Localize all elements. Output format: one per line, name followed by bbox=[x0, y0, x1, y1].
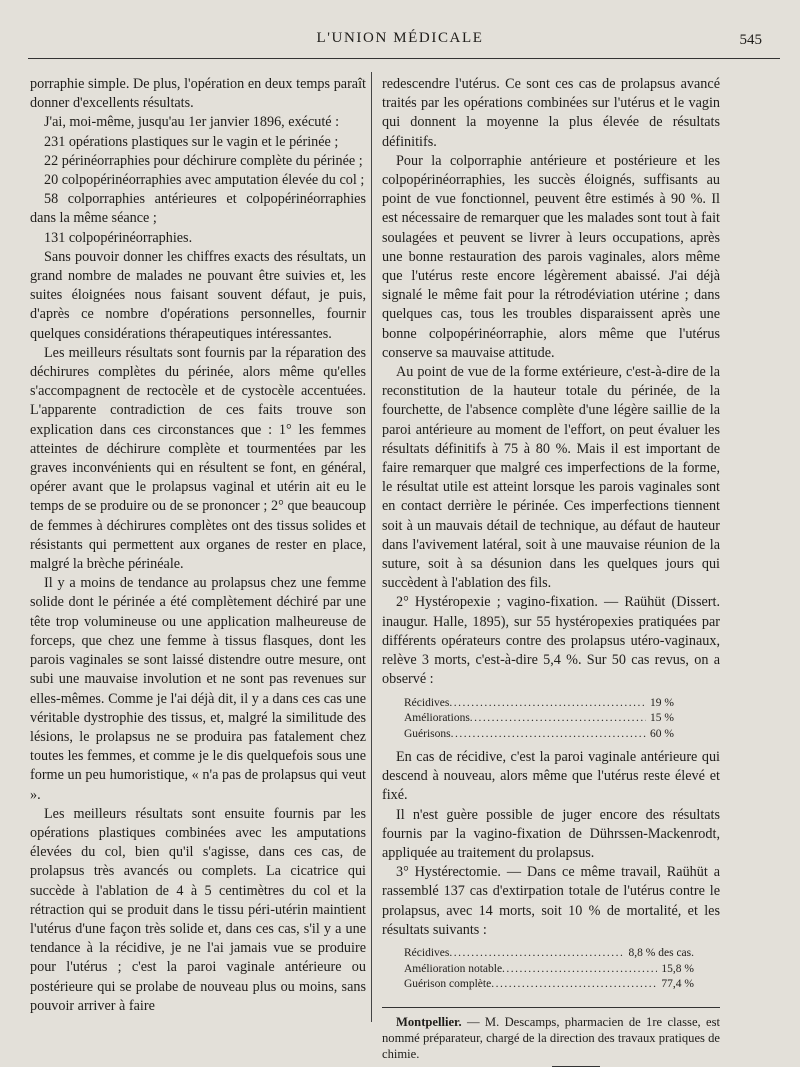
stat-label: Récidives bbox=[404, 947, 450, 960]
stat-value: 60 % bbox=[650, 727, 674, 740]
dot-leader bbox=[449, 946, 624, 962]
left-column-paragraph: 20 colpopérinéorraphies avec amputation élevée du col ; bbox=[44, 172, 365, 189]
stat-row bbox=[404, 962, 694, 978]
news-item bbox=[382, 1014, 720, 1062]
journal-title: L'UNION MÉDICALE bbox=[316, 30, 484, 46]
right-column-paragraph: redescendre l'utérus. Ce sont ces cas de prolapsus avancé traités par les opérations combinées sur l'utérus et le vagin qui donnent la moyenne la plus élevée de résultats définitifs. bbox=[382, 76, 720, 150]
stat-label: Guérisons bbox=[404, 727, 451, 740]
right-column bbox=[382, 75, 720, 1067]
stat-label: Améliorations bbox=[404, 712, 470, 724]
stat-label: Amélioration notable bbox=[404, 962, 503, 975]
right-column-paragraph: 2° Hystéropexie ; vagino-fixation. — Raühüt (Dissert. inaugur. Halle, 1895), sur 55 hystéropexies pratiquées par différents opérateurs contre des prolapsus utéro-vaginaux, relève 3 morts, c'est-à-dire 5,4 %. Sur 50 cas revus, on a observé : bbox=[382, 594, 720, 688]
left-column-paragraph: Il y a moins de tendance au prolapsus chez une femme solide dont le périnée a été complètement déchiré par une tête trop volumineuse ou une application malheureuse de forceps, que chez une femme à tissus flasques, dont les parois vaginales se sont laissé distendre outre mesure, ont subi une mauvaise involution et ne sont pas revenues sur elles-mêmes. Comme je l'ai déjà dit, il y a dans ces cas une véritable dystrophie des tissus, et, malgré la similitude des lésions, le prolapsus ne se produira pas fatalement chez toutes les femmes, et comme je le dis quelquefois sous une forme un peu humoristique, « n'a pas de prolapsus qui veut ». bbox=[30, 575, 366, 803]
news-place: Montpellier. bbox=[396, 1014, 462, 1029]
end-dash bbox=[552, 1066, 600, 1067]
stat-value: 15 % bbox=[650, 712, 674, 724]
left-column-paragraph: 58 colporraphies antérieures et colpopérinéorraphies dans la même séance ; bbox=[30, 191, 366, 227]
page-number: 545 bbox=[739, 32, 762, 48]
statistics-table-hysterectomie bbox=[404, 946, 694, 993]
stat-label: Récidives bbox=[404, 696, 450, 709]
dot-leader bbox=[491, 977, 657, 993]
stat-row bbox=[404, 727, 674, 743]
dot-leader bbox=[451, 727, 646, 743]
right-column-paragraph: 3° Hystérectomie. — Dans ce même travail, Raühüt a rassemblé 137 cas d'extirpation totale de l'utérus contre le prolapsus, avec 14 morts, soit 10 % de mortalité, et les résultats suivants : bbox=[382, 864, 720, 938]
left-column-paragraph: Les meilleurs résultats sont fournis par la réparation des déchirures complètes du périnée, alors même qu'elles s'accompagnent de rectocèle et de cystocèle accentuées. L'apparente contradiction de ces faits trouve son explication dans ces circonstances que : 1° les femmes atteintes de déchirure complète et tourmentées par les graves inconvénients qui en résultent se font, en général, opérer avant que le prolapsus vaginal et utérin ait eu le temps de se produire ou de se prononcer ; 2° que beaucoup de femmes à déchirures complètes ont des tissus solides et résistants qui permettent aux organes de rester en place, malgré la brèche périnéale. bbox=[30, 344, 366, 573]
column-divider bbox=[371, 72, 372, 1022]
right-column-paragraph: Il n'est guère possible de juger encore des résultats fournis par la vagino-fixation de Dührssen-Mackenrodt, appliquée au traitement du prolapsus. bbox=[382, 806, 720, 862]
stat-value: 8,8 % des cas. bbox=[628, 947, 694, 960]
right-column-text-top bbox=[382, 75, 720, 690]
left-column-paragraph: 231 opérations plastiques sur le vagin et le périnée ; bbox=[44, 133, 339, 150]
stat-row bbox=[404, 946, 694, 962]
news-rule bbox=[382, 1007, 720, 1008]
stat-value: 15,8 % bbox=[661, 962, 694, 975]
stat-value: 19 % bbox=[650, 696, 674, 709]
right-column-paragraph: En cas de récidive, c'est la paroi vaginale antérieure qui descend à nouveau, alors même que l'utérus reste élevé et fixé. bbox=[382, 749, 720, 804]
left-column-paragraph: 131 colpopérinéorraphies. bbox=[44, 229, 193, 246]
right-column-paragraph: Au point de vue de la forme extérieure, c'est-à-dire de la reconstitution de la hauteur totale du périnée, de la fourchette, de l'absence complète d'une légère saillie de la paroi antérieure au moment de l'effort, on peut évaluer les résultats définitifs à 75 à 80 %. Mais il est important de faire remarquer que malgré ces imperfections de la forme, le résultat utile est atteint lorsque les parois vaginales sont en contact derrière le périnée. Ces imperfections tiennent soit à un mauvais détail de technique, au défaut de hauteur dans l'avivement latéral, soit à une mauvaise réunion de la suture, soit à sa désunion dans les quelques jours qui succèdent à l'ablation des fils. bbox=[382, 364, 720, 592]
left-column-paragraph: porraphie simple. De plus, l'opération en deux temps paraît donner d'excellents résultats. bbox=[30, 76, 366, 112]
stat-value: 77,4 % bbox=[661, 978, 694, 991]
stat-row bbox=[404, 977, 694, 993]
header-rule bbox=[28, 58, 780, 59]
left-column-paragraph: 22 périnéorraphies pour déchirure complète du périnée ; bbox=[44, 152, 363, 169]
statistics-table-hysteropexie bbox=[404, 696, 674, 743]
left-column-paragraph: Sans pouvoir donner les chiffres exacts des résultats, un grand nombre de malades ne pouvant être suivies et, les suites éloignées nous faisant souvent défaut, je puis, d'après ce nombre d'opérations personnelles, fournir quelques considérations thérapeutiques intéressantes. bbox=[30, 248, 366, 342]
stat-row bbox=[404, 711, 674, 727]
stat-row bbox=[404, 696, 674, 712]
right-column-paragraph: Pour la colporraphie antérieure et postérieure et les colpopérinéorraphies, les succès éloignés, suffisants au point de vue fonctionnel, peuvent être estimés à 90 %. Il est nécessaire de remarquer que les malades sont tout à fait soulagées et peuvent se livrer à leurs occupations, après une bonne restauration des parois vaginales, alors même que l'utérus reste encore légèrement abaissé. J'ai déjà signalé le même fait pour la rétrodéviation utérine ; dans quelques cas, tous les troubles disparaissent après une bonne colpopérinéorraphie, alors même que l'utérus conserve sa mauvaise attitude. bbox=[382, 152, 720, 361]
left-column-paragraph: J'ai, moi-même, jusqu'au 1er janvier 1896, exécuté : bbox=[44, 114, 340, 131]
right-column-text-mid bbox=[382, 748, 720, 940]
dot-leader bbox=[449, 696, 646, 712]
left-column-paragraph: Les meilleurs résultats sont ensuite fournis par les opérations plastiques combinées avec les amputations élevées du col, bien qu'il s'agisse, dans ces cas, de prolapsus très avancés ou complets. La cicatrice qui succède à l'ablation de 4 à 5 centimètres du col et la rétraction qui se produit dans le tissu péri-utérin maintient l'utérus d'une façon très solide et, dans ces cas, s'il y a une tendance à la récidive, je ne l'ai jamais vue se produire pour l'utérus ; c'est la paroi vaginale antérieure ou postérieure qui se prolabe de nouveau plus ou moins, sans pouvoir arriver à faire bbox=[30, 805, 366, 1014]
dot-leader bbox=[502, 962, 657, 978]
stat-label: Guérison complète bbox=[404, 978, 492, 991]
dot-leader bbox=[470, 711, 646, 727]
news-text: — M. Descamps, pharmacien de 1re classe, est nommé préparateur, chargé de la direction des travaux pratiques de chimie. bbox=[382, 1014, 720, 1061]
left-column bbox=[30, 75, 366, 1016]
